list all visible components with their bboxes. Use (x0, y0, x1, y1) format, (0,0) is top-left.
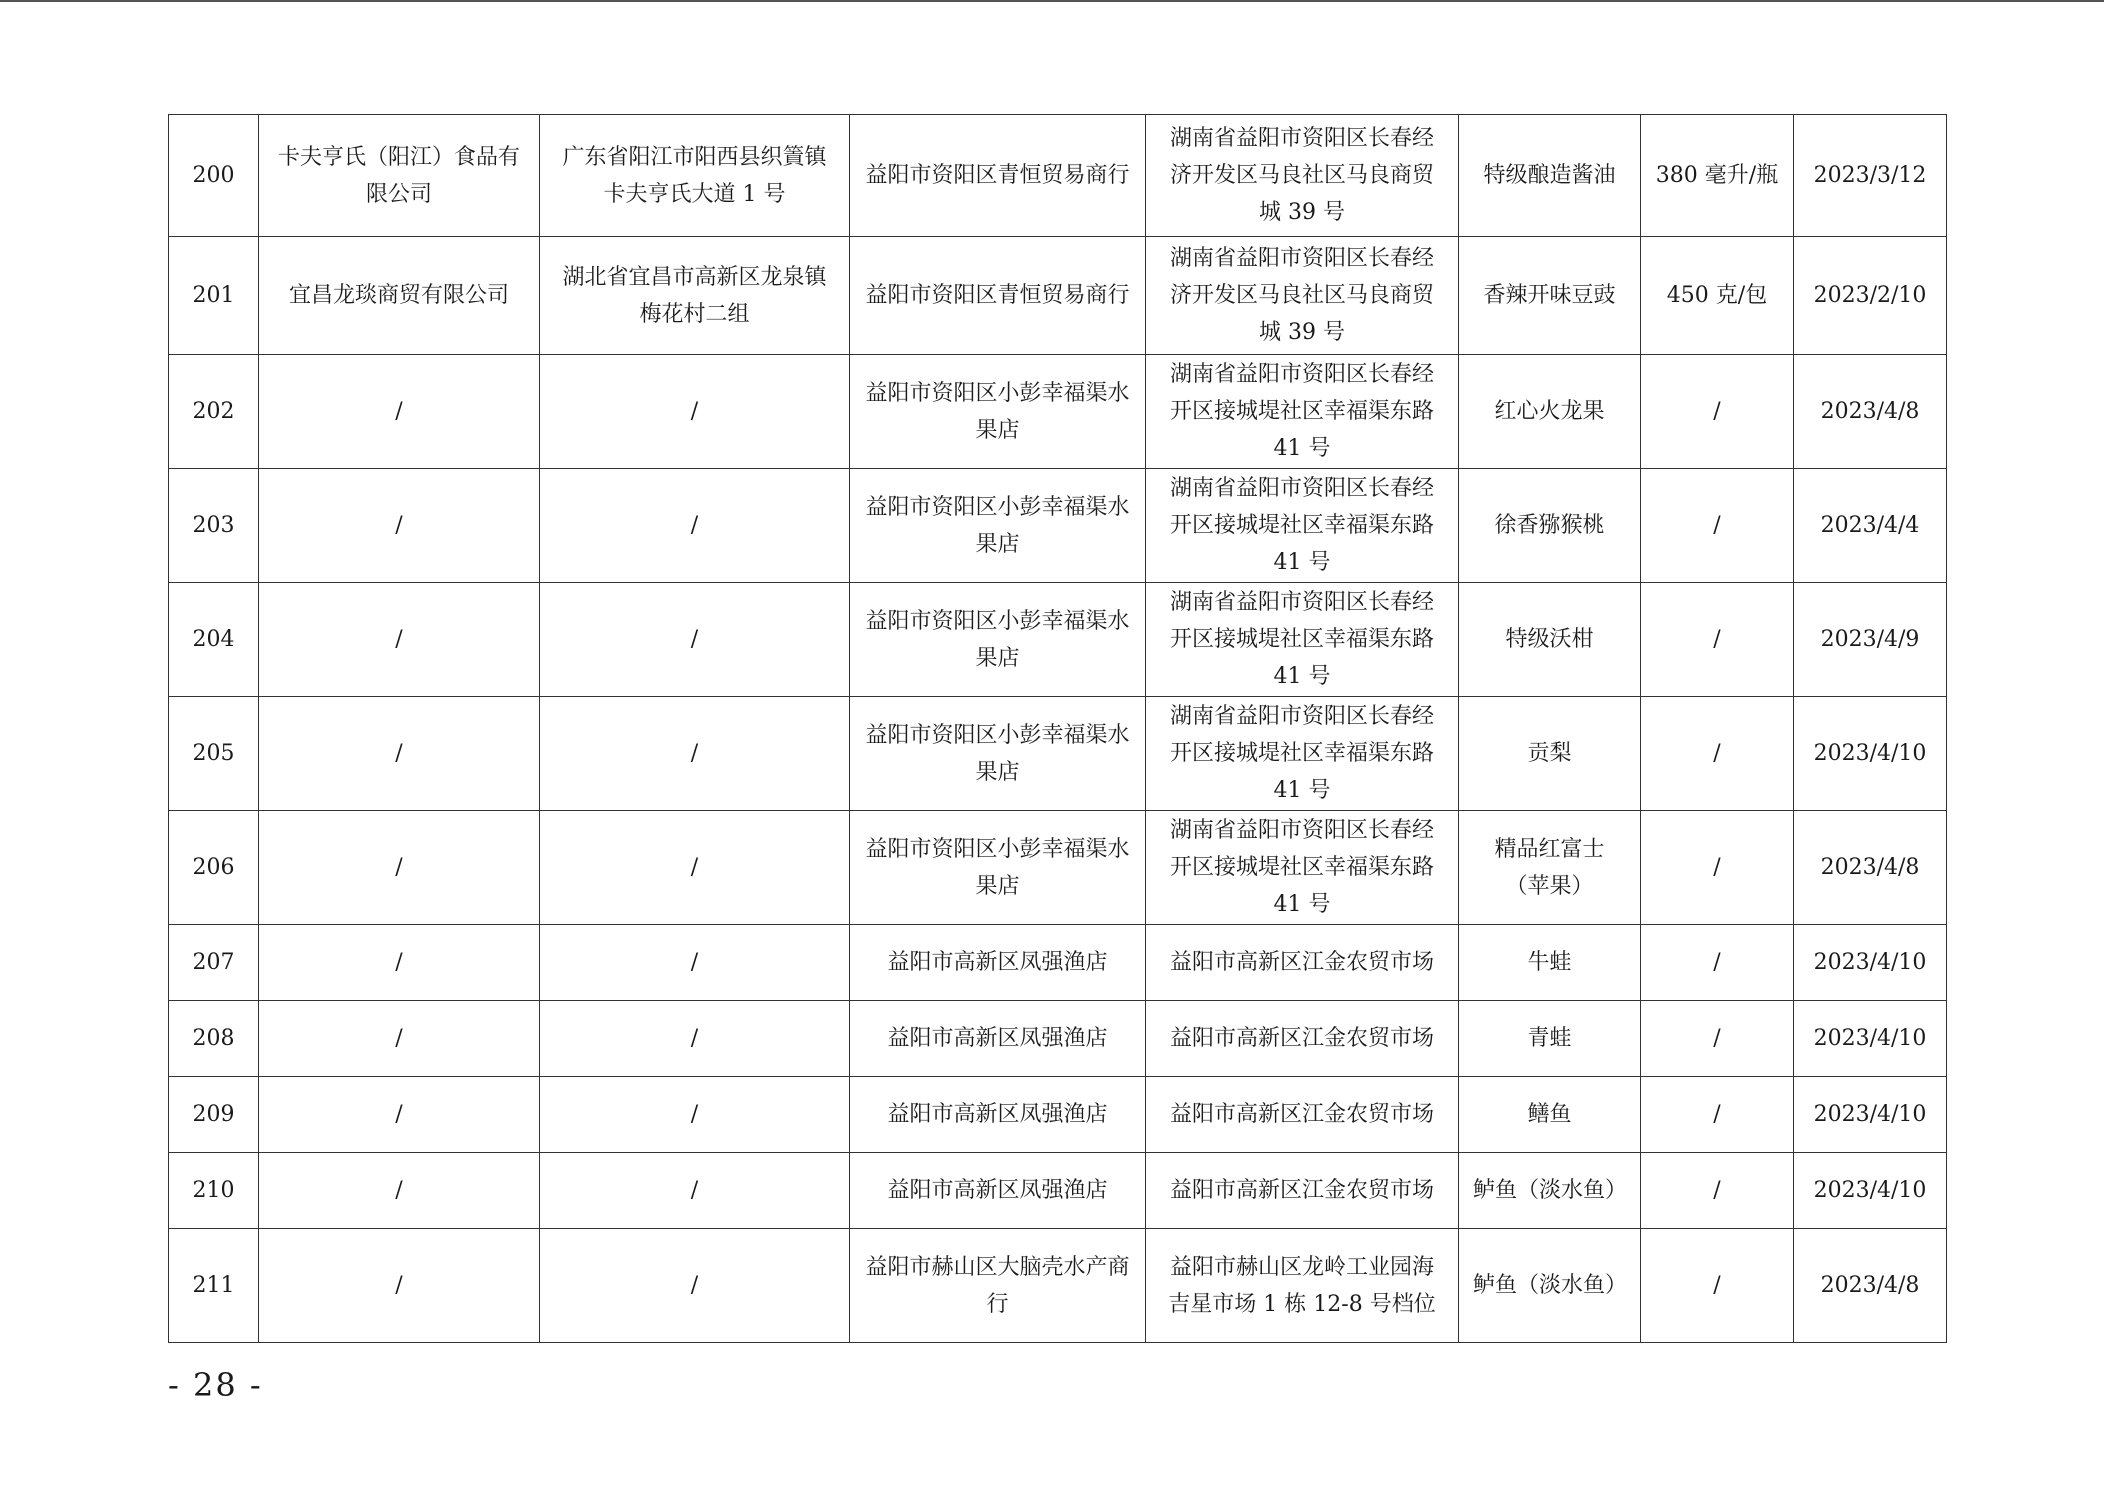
cell-specification: 450 克/包 (1641, 237, 1794, 355)
table-row (169, 237, 1947, 355)
cell-producer-address: / (540, 469, 850, 583)
cell-producer-address: / (540, 1077, 850, 1153)
cell-operator-name: 益阳市资阳区小彭幸福渠水果店 (850, 583, 1146, 697)
cell-specification: / (1641, 697, 1794, 811)
cell-producer-name: / (259, 1153, 540, 1229)
cell-producer-name: / (259, 469, 540, 583)
table-row (169, 469, 1947, 583)
cell-producer-name: / (259, 925, 540, 1001)
table-row (169, 1001, 1947, 1077)
cell-producer-name: / (259, 697, 540, 811)
table-row (169, 925, 1947, 1001)
cell-serial-number: 203 (169, 469, 259, 583)
cell-production-date: 2023/4/10 (1794, 925, 1947, 1001)
cell-specification: / (1641, 1153, 1794, 1229)
cell-specification: / (1641, 925, 1794, 1001)
cell-product-name: 特级酿造酱油 (1459, 115, 1641, 237)
cell-producer-address: / (540, 925, 850, 1001)
cell-operator-address: 湖南省益阳市资阳区长春经开区接城堤社区幸福渠东路 41 号 (1146, 583, 1459, 697)
cell-producer-address: / (540, 355, 850, 469)
top-border-line (0, 0, 2104, 2)
cell-operator-address: 益阳市高新区江金农贸市场 (1146, 1001, 1459, 1077)
cell-serial-number: 200 (169, 115, 259, 237)
page-number: - 28 - (168, 1366, 263, 1404)
cell-producer-name: / (259, 1001, 540, 1077)
table-body (169, 115, 1947, 1343)
cell-product-name: 青蛙 (1459, 1001, 1641, 1077)
cell-producer-name: 卡夫亨氏（阳江）食品有限公司 (259, 115, 540, 237)
cell-operator-name: 益阳市高新区凤强渔店 (850, 925, 1146, 1001)
cell-operator-name: 益阳市赫山区大脑壳水产商行 (850, 1229, 1146, 1343)
cell-production-date: 2023/4/9 (1794, 583, 1947, 697)
cell-producer-name: / (259, 355, 540, 469)
cell-producer-address: / (540, 583, 850, 697)
cell-serial-number: 209 (169, 1077, 259, 1153)
cell-serial-number: 208 (169, 1001, 259, 1077)
table-row (169, 1229, 1947, 1343)
cell-producer-address: / (540, 1229, 850, 1343)
cell-product-name: 鲈鱼（淡水鱼） (1459, 1153, 1641, 1229)
cell-production-date: 2023/4/8 (1794, 811, 1947, 925)
cell-operator-name: 益阳市资阳区青恒贸易商行 (850, 237, 1146, 355)
cell-operator-address: 湖南省益阳市资阳区长春经开区接城堤社区幸福渠东路 41 号 (1146, 355, 1459, 469)
cell-producer-name: / (259, 1077, 540, 1153)
cell-production-date: 2023/2/10 (1794, 237, 1947, 355)
cell-product-name: 香辣开味豆豉 (1459, 237, 1641, 355)
cell-specification: / (1641, 1077, 1794, 1153)
cell-operator-name: 益阳市资阳区青恒贸易商行 (850, 115, 1146, 237)
cell-production-date: 2023/4/8 (1794, 355, 1947, 469)
cell-serial-number: 210 (169, 1153, 259, 1229)
table-row (169, 1077, 1947, 1153)
cell-production-date: 2023/4/8 (1794, 1229, 1947, 1343)
cell-operator-name: 益阳市高新区凤强渔店 (850, 1001, 1146, 1077)
cell-operator-address: 湖南省益阳市资阳区长春经开区接城堤社区幸福渠东路 41 号 (1146, 811, 1459, 925)
cell-operator-address: 益阳市高新区江金农贸市场 (1146, 1077, 1459, 1153)
cell-production-date: 2023/4/10 (1794, 1153, 1947, 1229)
cell-product-name: 精品红富士（苹果） (1459, 811, 1641, 925)
table-row (169, 1153, 1947, 1229)
cell-product-name: 贡梨 (1459, 697, 1641, 811)
cell-operator-name: 益阳市高新区凤强渔店 (850, 1153, 1146, 1229)
cell-specification: / (1641, 469, 1794, 583)
cell-product-name: 鲈鱼（淡水鱼） (1459, 1229, 1641, 1343)
cell-operator-name: 益阳市资阳区小彭幸福渠水果店 (850, 469, 1146, 583)
cell-serial-number: 206 (169, 811, 259, 925)
cell-producer-address: 广东省阳江市阳西县织篢镇卡夫亨氏大道 1 号 (540, 115, 850, 237)
table-row (169, 355, 1947, 469)
cell-producer-name: / (259, 1229, 540, 1343)
cell-producer-address: / (540, 811, 850, 925)
cell-product-name: 徐香猕猴桃 (1459, 469, 1641, 583)
cell-specification: / (1641, 583, 1794, 697)
cell-specification: / (1641, 1001, 1794, 1077)
cell-producer-name: 宜昌龙琰商贸有限公司 (259, 237, 540, 355)
cell-production-date: 2023/4/10 (1794, 697, 1947, 811)
cell-operator-name: 益阳市资阳区小彭幸福渠水果店 (850, 811, 1146, 925)
cell-operator-name: 益阳市资阳区小彭幸福渠水果店 (850, 355, 1146, 469)
table-row (169, 697, 1947, 811)
cell-producer-address: / (540, 1001, 850, 1077)
cell-serial-number: 205 (169, 697, 259, 811)
cell-operator-address: 益阳市高新区江金农贸市场 (1146, 1153, 1459, 1229)
cell-operator-address: 益阳市高新区江金农贸市场 (1146, 925, 1459, 1001)
table-row (169, 115, 1947, 237)
cell-production-date: 2023/3/12 (1794, 115, 1947, 237)
cell-operator-address: 湖南省益阳市资阳区长春经开区接城堤社区幸福渠东路 41 号 (1146, 697, 1459, 811)
cell-serial-number: 201 (169, 237, 259, 355)
cell-producer-address: / (540, 697, 850, 811)
cell-serial-number: 207 (169, 925, 259, 1001)
cell-operator-address: 湖南省益阳市资阳区长春经开区接城堤社区幸福渠东路 41 号 (1146, 469, 1459, 583)
table-row (169, 811, 1947, 925)
cell-producer-name: / (259, 811, 540, 925)
cell-serial-number: 204 (169, 583, 259, 697)
cell-specification: / (1641, 355, 1794, 469)
cell-producer-address: 湖北省宜昌市高新区龙泉镇梅花村二组 (540, 237, 850, 355)
cell-product-name: 鳝鱼 (1459, 1077, 1641, 1153)
cell-production-date: 2023/4/10 (1794, 1001, 1947, 1077)
cell-operator-address: 湖南省益阳市资阳区长春经济开发区马良社区马良商贸城 39 号 (1146, 237, 1459, 355)
cell-operator-name: 益阳市高新区凤强渔店 (850, 1077, 1146, 1153)
cell-operator-name: 益阳市资阳区小彭幸福渠水果店 (850, 697, 1146, 811)
cell-product-name: 红心火龙果 (1459, 355, 1641, 469)
cell-specification: / (1641, 1229, 1794, 1343)
cell-producer-address: / (540, 1153, 850, 1229)
cell-operator-address: 益阳市赫山区龙岭工业园海吉星市场 1 栋 12-8 号档位 (1146, 1229, 1459, 1343)
cell-product-name: 特级沃柑 (1459, 583, 1641, 697)
cell-production-date: 2023/4/10 (1794, 1077, 1947, 1153)
cell-specification: / (1641, 811, 1794, 925)
cell-operator-address: 湖南省益阳市资阳区长春经济开发区马良社区马良商贸城 39 号 (1146, 115, 1459, 237)
cell-specification: 380 毫升/瓶 (1641, 115, 1794, 237)
cell-producer-name: / (259, 583, 540, 697)
cell-production-date: 2023/4/4 (1794, 469, 1947, 583)
cell-serial-number: 202 (169, 355, 259, 469)
table-row (169, 583, 1947, 697)
cell-product-name: 牛蛙 (1459, 925, 1641, 1001)
sampling-results-table (168, 114, 1947, 1343)
cell-serial-number: 211 (169, 1229, 259, 1343)
